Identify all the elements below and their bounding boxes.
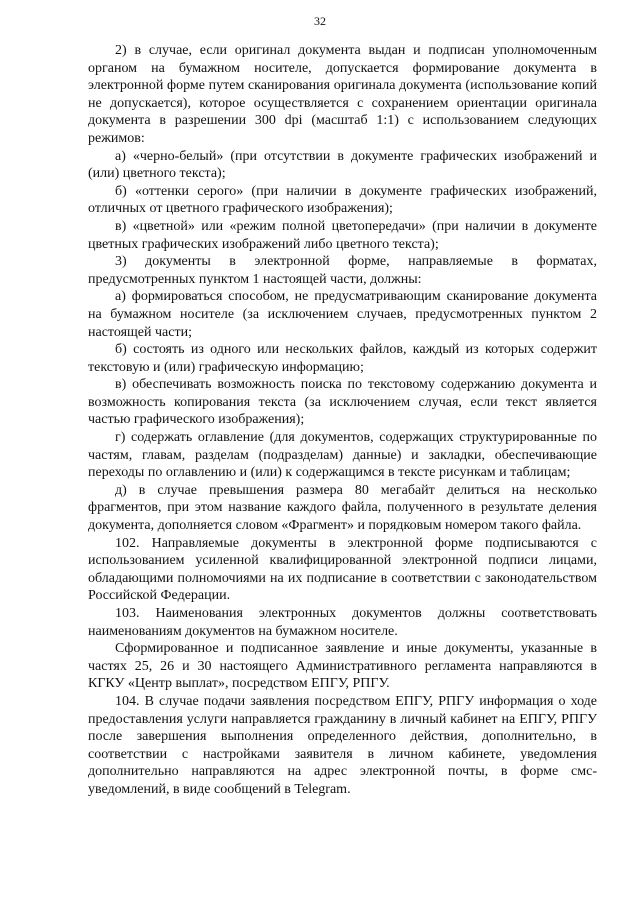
paragraph-submission: Сформированное и подписанное заявление и иные документы, указанные в частях 25, 26 и 30 настоящего Административного регламента направляются в КГКУ «Центр выплат», посредством ЕПГУ, РПГУ. [88,641,597,692]
paragraph-subitem-3g: г) содержать оглавление (для документов, содержащих структурированные по частям, главам, разделам (подразделам) данные) и закладки, обеспечивающие переходы по оглавлению и (или) к содержащимся в тексте рисункам и таблицам; [88,430,597,481]
page-number: 32 [314,14,326,28]
paragraph-section-103: 103. Наименования электронных документов должны соответствовать наименованиям документов на бумажном носителе. [88,606,597,639]
paragraph-subitem-2b: б) «оттенки серого» (при наличии в документе графических изображений, отличных от цветного графического изображения); [88,183,597,217]
paragraph-subitem-3a: а) формироваться способом, не предусматривающим сканирование документа на бумажном носителе (за исключением случаев, предусмотренных пунктом 2 настоящей части; [88,289,597,340]
paragraph-item-2: 2) в случае, если оригинал документа выдан и подписан уполномоченным органом на бумажном носителе, допускается формирование документа в электронной форме путем сканирования оригинала документа (использование копий не допускается), которое осуществляется с сохранением ориентации оригинала документа в разрешении 300 dpi (масштаб 1:1) с использованием следующих режимов: [88,43,597,146]
document-body [88,42,597,799]
paragraph-section-104: 104. В случае подачи заявления посредством ЕПГУ, РПГУ информация о ходе предоставления услуги направляется гражданину в личный кабинет на ЕПГУ, РПГУ после завершения выполнения определенного действия, дополнительно, в соответствии с настройками заявителя в личном кабинете, уведомления дополнительно направляются на адрес электронной почты, в форме смс-уведомлений, в виде сообщений в Telegram. [88,693,597,797]
paragraph-subitem-3b: б) состоять из одного или нескольких файлов, каждый из которых содержит текстовую и (или) графическую информацию; [88,342,597,375]
paragraph-section-102: 102. Направляемые документы в электронной форме подписываются с использованием усиленной квалифицированной электронной подписи лицами, обладающими полномочиями на их подписание в соответствии с законодательством Российской Федерации. [88,535,597,604]
paragraph-subitem-2a: а) «черно-белый» (при отсутствии в документе графических изображений и (или) цветного текста); [88,148,597,182]
paragraph-subitem-3d: д) в случае превышения размера 80 мегабайт делиться на несколько фрагментов, при этом название каждого файла, полученного в результате деления документа, дополняется словом «Фрагмент» и порядковым номером такого файла. [88,482,597,534]
paragraph-subitem-3v: в) обеспечивать возможность поиска по текстовому содержанию документа и возможность копирования текста (за исключением случая, если текст является частью графического изображения); [88,377,597,428]
paragraph-subitem-2v: в) «цветной» или «режим полной цветопередачи» (при наличии в документе цветных графических изображений либо цветного текста); [88,218,597,252]
paragraph-item-3: 3) документы в электронной форме, направляемые в форматах, предусмотренных пунктом 1 настоящей части, должны: [88,254,597,287]
